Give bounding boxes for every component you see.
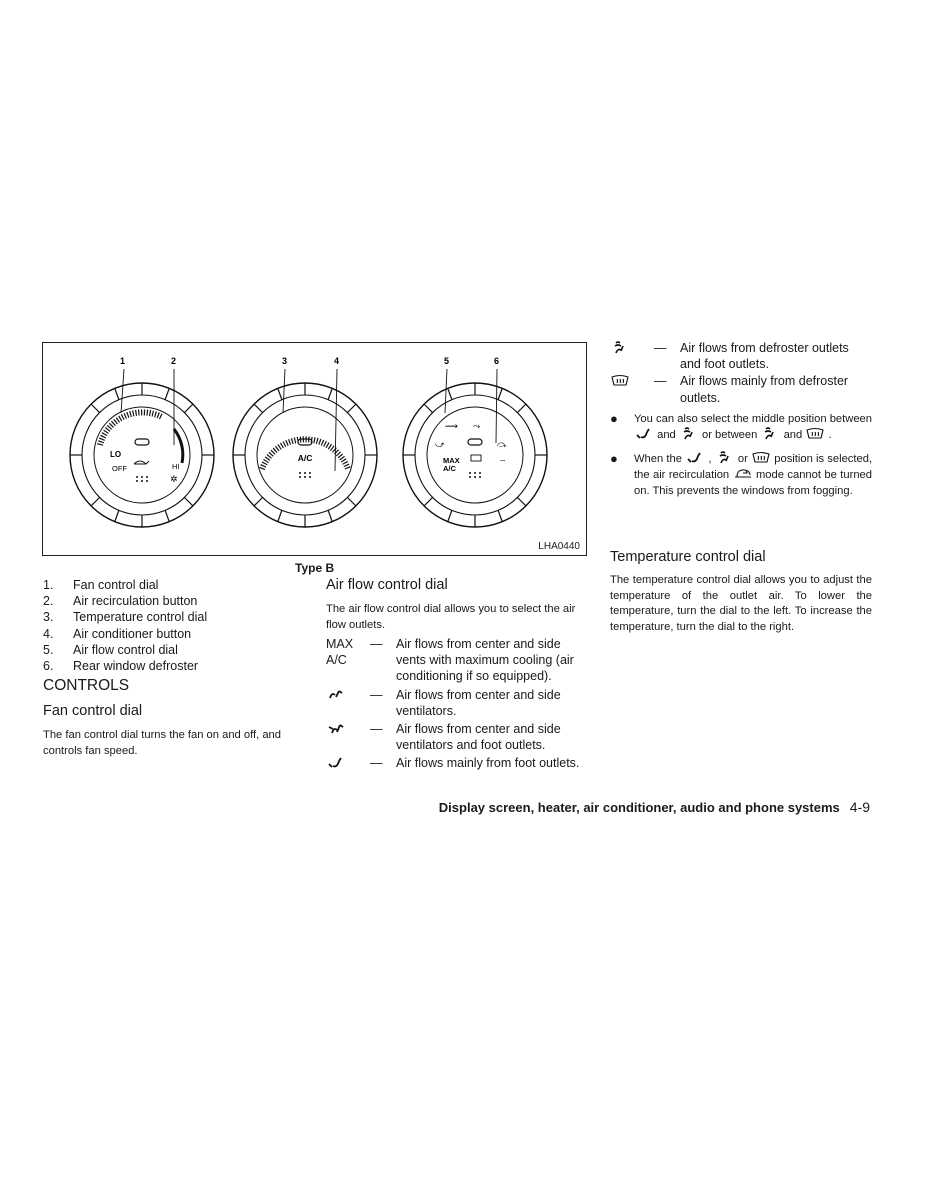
defrost-foot-icon [715, 451, 735, 465]
svg-text:⤼: ⤼ [497, 440, 507, 450]
list-item: 6. Rear window defroster [43, 659, 199, 674]
component-list [43, 577, 207, 674]
ac-button-label: A/C [297, 453, 313, 463]
right-modes [610, 340, 872, 499]
airflow-heading: Air flow control dial [326, 577, 448, 593]
mode-defrost: — Air flows mainly from defroster outlets. [610, 373, 872, 405]
hvac-figure [42, 342, 587, 556]
fan-dial-body: The fan control dial turns the fan on and off, and controls fan speed. [43, 729, 282, 757]
mode-bi-level: — Air flows from center and side ventilators and foot outlets. [326, 721, 590, 753]
svg-text:⤳: ⤳ [473, 422, 481, 432]
mode-defrost-foot: — Air flows from defroster outlets and foot outlets. [610, 340, 872, 372]
svg-text:✲: ✲ [170, 475, 178, 485]
temperature-body: The temperature control dial allows you to adjust the temperature of the outlet air. To lower the temperature, turn the dial to the left. To increase the temperature, turn the dial to the right. [610, 574, 872, 633]
fan-off-label: OFF [112, 464, 127, 473]
defrost-icon [751, 451, 771, 465]
foot-icon [326, 756, 346, 770]
callout-5: 5 [444, 356, 450, 366]
figure-caption: Type B [295, 561, 335, 575]
list-item: 1. Fan control dial [43, 578, 159, 592]
page-footer [439, 799, 870, 815]
max-ac-label: A/C [443, 464, 456, 473]
defrost-foot-icon [760, 427, 780, 441]
bullet-recirculation-note: ● When the , or position is selected, the air recirculation mode cannot be turned on. This prevents the windows from fogging. [610, 450, 873, 497]
defrost-icon [610, 374, 630, 388]
hvac-dials-illustration [43, 343, 586, 555]
fan-lo-label: LO [110, 450, 122, 459]
mode-vent: — Air flows from center and side ventilators. [326, 687, 590, 719]
figure-code: LHA0440 [538, 541, 580, 552]
svg-text:⌔: ⌔ [499, 458, 507, 467]
airflow-modes [326, 636, 590, 772]
fan-dial-heading: Fan control dial [43, 703, 143, 719]
mode-foot: — Air flows mainly from foot outlets. [326, 755, 590, 771]
mode-max-ac: MAX A/C — Air flows from center and side vents with maximum cooling (air conditioning if so equipped). [326, 637, 574, 684]
callout-2: 2 [171, 356, 177, 366]
defrost-foot-icon [679, 427, 699, 441]
recirculation-icon [733, 467, 753, 481]
max-label: MAX [443, 456, 460, 465]
svg-text:⤻: ⤻ [435, 440, 445, 450]
defrost-icon [805, 427, 825, 441]
fan-hi-label: HI [172, 462, 180, 471]
svg-text:⟿: ⟿ [445, 422, 458, 432]
callout-1: 1 [120, 356, 126, 366]
list-item: 5. Air flow control dial [43, 642, 178, 657]
page-number: 4-9 [849, 799, 870, 815]
foot-icon [685, 451, 705, 465]
vent-icon [326, 688, 346, 702]
bi-level-icon [326, 722, 346, 736]
list-item: 3. Temperature control dial [43, 610, 208, 625]
list-item: 4. Air conditioner button [43, 626, 192, 641]
footer-section-title: Display screen, heater, air conditioner, audio and phone systems [438, 800, 840, 815]
callout-4: 4 [334, 356, 340, 366]
foot-icon [634, 427, 654, 441]
temperature-heading: Temperature control dial [610, 549, 766, 565]
list-item: 2. Air recirculation button [43, 594, 198, 609]
callout-3: 3 [282, 356, 288, 366]
bullet-middle-position: ● You can also select the middle position between and or between and . [610, 410, 872, 441]
controls-heading: CONTROLS [43, 677, 130, 694]
defrost-foot-icon [610, 341, 630, 355]
airflow-intro: The air flow control dial allows you to select the air flow outlets. [326, 603, 576, 631]
callout-6: 6 [494, 356, 500, 366]
